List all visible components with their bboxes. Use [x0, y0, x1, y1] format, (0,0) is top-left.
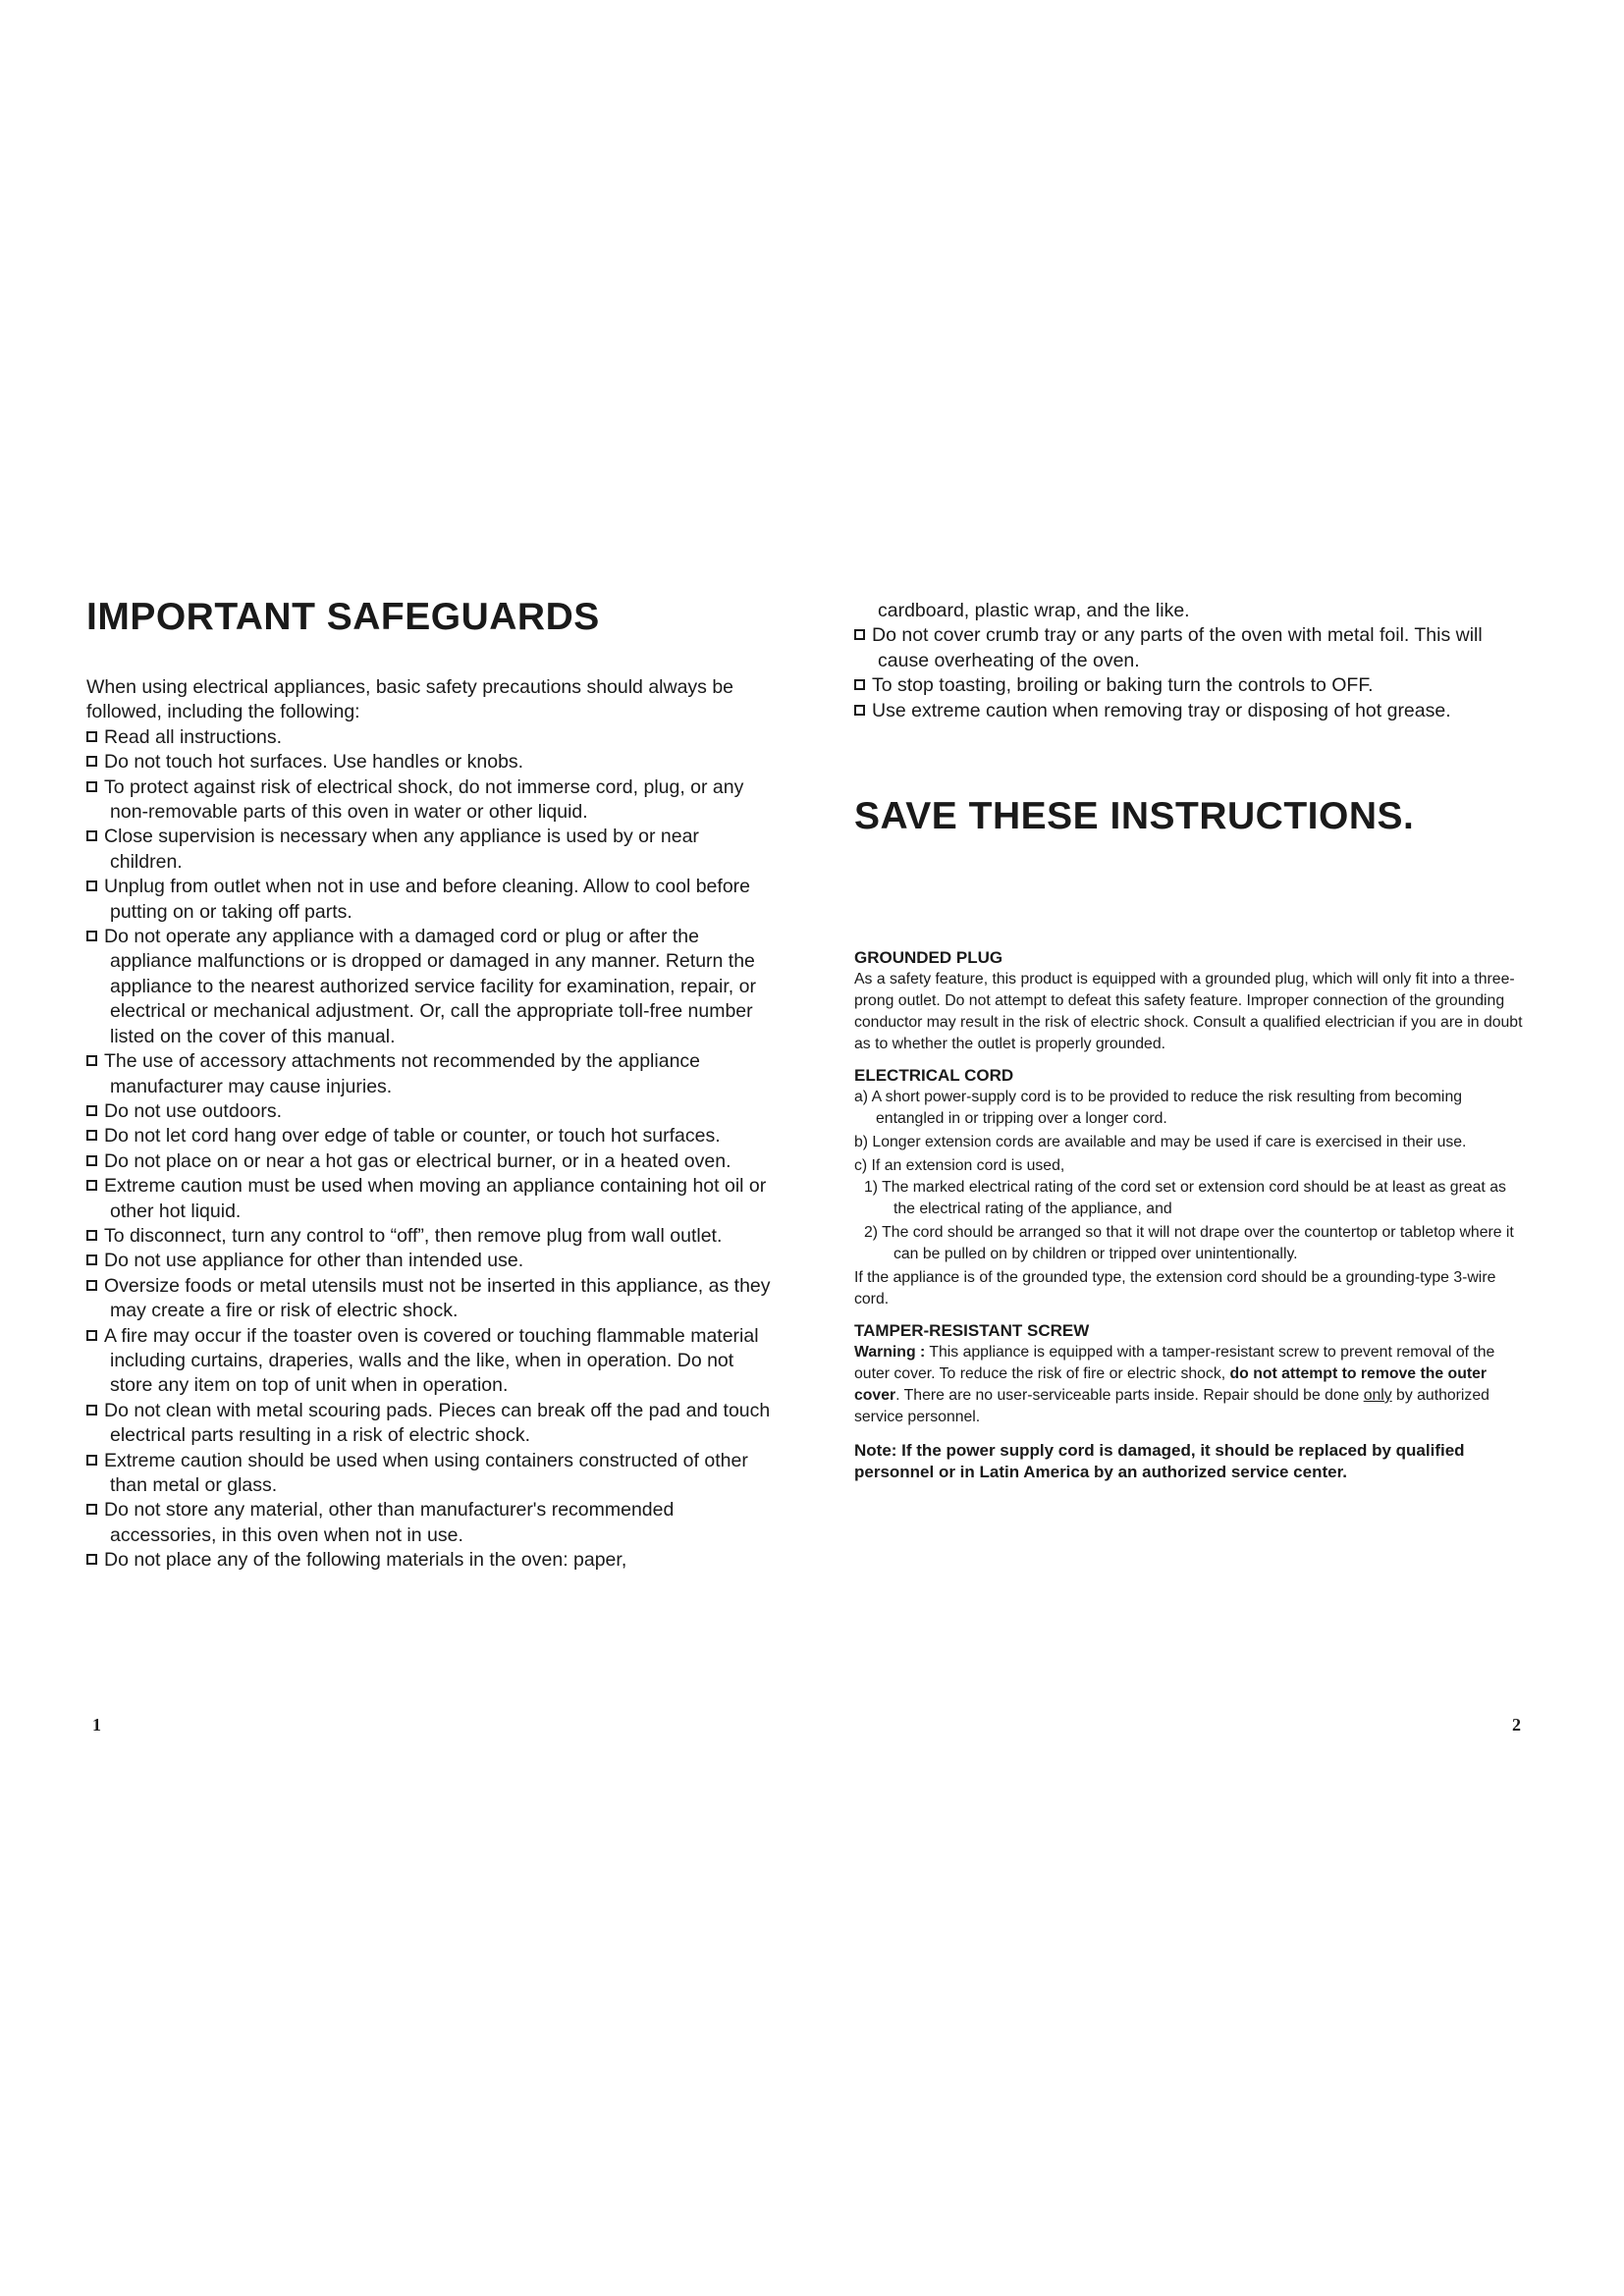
safeguards-list	[86, 725, 774, 1574]
checkbox-bullet-icon	[86, 1455, 97, 1466]
checkbox-bullet-icon	[86, 1130, 97, 1141]
checkbox-bullet-icon	[86, 1055, 97, 1066]
grounded-plug-title: GROUNDED PLUG	[854, 948, 1003, 968]
checkbox-bullet-icon	[86, 1405, 97, 1415]
warning-label: Warning :	[854, 1344, 926, 1362]
tamper-text-part1: This appliance is equipped with a tamper-resistant screw to prevent removal of the outer cover. To reduce the risk of fire or electric shock,	[854, 1344, 1495, 1383]
safeguards-list-continuation: cardboard, plastic wrap, and the like.	[878, 600, 1190, 621]
safeguard-item-text: Do not place any of the following materials in the oven: paper,	[104, 1549, 627, 1572]
safeguards-intro: When using electrical appliances, basic safety precautions should always be followed, including the following:	[86, 676, 734, 723]
safeguard-item-text: To protect against risk of electrical shock, do not immerse cord, plug, or any non-removable parts of this oven in water or other liquid.	[104, 775, 744, 824]
tamper-text-bold: do not attempt to remove the outer cover	[854, 1365, 1488, 1405]
tamper-section	[854, 1320, 1532, 1428]
checkbox-bullet-icon	[86, 1155, 97, 1166]
safeguard-item	[86, 1324, 774, 1399]
safeguard-item-text: The use of accessory attachments not recommended by the appliance manufacturer may cause injuries.	[104, 1050, 701, 1097]
checkbox-bullet-icon	[86, 1255, 97, 1265]
safeguard-item	[86, 1149, 774, 1174]
safeguard-item-text: Unplug from outlet when not in use and before cleaning. Allow to cool before putting on or taking off parts.	[104, 876, 751, 923]
safeguard-item-text: To disconnect, turn any control to “off”, then remove plug from wall outlet.	[104, 1224, 723, 1247]
safeguard-item-text: Extreme caution should be used when using containers constructed of other than metal or glass.	[104, 1449, 748, 1496]
checkbox-bullet-icon	[854, 629, 865, 640]
checkbox-bullet-icon	[86, 881, 97, 891]
safeguard-item-text: Do not cover crumb tray or any parts of the oven with metal foil. This will cause overheating of the oven.	[872, 624, 1483, 671]
page-number-left: 1	[92, 1715, 101, 1735]
safeguard-item	[86, 1124, 774, 1148]
electrical-cord-item-a: a) A short power-supply cord is to be provided to reduce the risk resulting from becoming entangled in or tripping over a longer cord.	[854, 1089, 1463, 1128]
safeguard-item-text: Do not store any material, other than manufacturer's recommended accessories, in this oven when not in use.	[104, 1499, 675, 1546]
electrical-cord-section	[854, 1065, 1532, 1310]
checkbox-bullet-icon	[86, 756, 97, 767]
checkbox-bullet-icon	[86, 731, 97, 742]
safeguard-item	[86, 1099, 774, 1124]
safeguard-item-text: Do not place on or near a hot gas or electrical burner, or in a heated oven.	[104, 1149, 731, 1172]
electrical-cord-item-c1: 1) The marked electrical rating of the cord set or extension cord should be at least as great as the electrical rating of the appliance, and	[864, 1179, 1506, 1218]
checkbox-bullet-icon	[854, 705, 865, 716]
grounded-type-text: If the appliance is of the grounded type, the extension cord should be a grounding-type 3-wire cord.	[854, 1269, 1496, 1308]
tamper-text-underline: only	[1363, 1387, 1392, 1405]
safeguard-item	[86, 1498, 774, 1548]
safeguard-item	[86, 1399, 774, 1449]
safeguard-item	[86, 1224, 774, 1249]
checkbox-bullet-icon	[86, 931, 97, 941]
checkbox-bullet-icon	[86, 781, 97, 792]
safeguard-item	[86, 1449, 774, 1499]
electrical-cord-item-c2: 2) The cord should be arranged so that it will not drape over the countertop or tabletop where it can be pulled on by children or tripped over unintentionally.	[864, 1224, 1514, 1263]
checkbox-bullet-icon	[854, 679, 865, 690]
safeguard-item-text: Use extreme caution when removing tray or disposing of hot grease.	[872, 699, 1451, 721]
safeguard-item	[86, 725, 774, 750]
safeguard-item-text: A fire may occur if the toaster oven is covered or touching flammable material including curtains, draperies, walls and the like, when in operation. Do not store any item on top of unit when in operation.	[104, 1324, 759, 1397]
left-page	[86, 593, 774, 1574]
checkbox-bullet-icon	[86, 1554, 97, 1565]
electrical-cord-item-b: b) Longer extension cords are available and may be used if care is exercised in their use.	[854, 1134, 1467, 1151]
grounded-plug-text: As a safety feature, this product is equipped with a grounded plug, which will only fit into a three-prong outlet. Do not attempt to defeat this safety feature. Improper connection of the grounding conductor may result in the risk of electric shock. Consult a qualified electrician if you are in doubt as to whether the outlet is properly grounded.	[854, 971, 1523, 1053]
checkbox-bullet-icon	[86, 830, 97, 841]
safeguard-item-text: Do not use appliance for other than intended use.	[104, 1250, 524, 1272]
safeguard-item-text: Read all instructions.	[104, 725, 283, 748]
safeguards-list-continued	[854, 623, 1532, 723]
safeguard-item	[86, 925, 774, 1049]
tamper-title: TAMPER-RESISTANT SCREW	[854, 1321, 1090, 1341]
safeguard-item	[854, 673, 1532, 698]
grounded-plug-section	[854, 947, 1532, 1055]
checkbox-bullet-icon	[86, 1504, 97, 1515]
electrical-cord-title: ELECTRICAL CORD	[854, 1066, 1014, 1086]
safeguard-item	[854, 623, 1532, 673]
tamper-text	[854, 1342, 1532, 1428]
safeguard-item	[86, 1274, 774, 1324]
safeguard-item	[86, 1174, 774, 1224]
safeguard-item-text: Extreme caution must be used when moving an appliance containing hot oil or other hot liquid.	[104, 1175, 767, 1222]
page-number-right: 2	[1512, 1715, 1521, 1735]
safeguard-item	[86, 1049, 774, 1099]
safeguard-item	[86, 825, 774, 875]
tamper-text-part3: by authorized service personnel.	[854, 1387, 1489, 1426]
safeguard-item-text: To stop toasting, broiling or baking turn the controls to OFF.	[872, 674, 1374, 697]
safeguard-item	[86, 1548, 774, 1573]
safeguard-item-text: Do not operate any appliance with a damaged cord or plug or after the appliance malfunctions or is dropped or damaged in any manner. Return the appliance to the nearest authorized service facility for examination, repair, or electrical or mechanical adjustment. Or, call the appropriate toll-free number listed on the cover of this manual.	[104, 926, 756, 1047]
safeguard-item	[86, 1249, 774, 1273]
right-page	[854, 599, 1532, 1500]
safeguard-item-text: Do not touch hot surfaces. Use handles or knobs.	[104, 751, 524, 774]
safeguard-item	[86, 875, 774, 925]
checkbox-bullet-icon	[86, 1330, 97, 1341]
safeguard-item-text: Do not let cord hang over edge of table or counter, or touch hot surfaces.	[104, 1125, 721, 1148]
safeguard-item-text: Do not use outdoors.	[104, 1099, 283, 1122]
safeguard-item	[854, 699, 1532, 723]
safeguard-item-text: Oversize foods or metal utensils must not be inserted in this appliance, as they may create a fire or risk of electric shock.	[104, 1274, 771, 1322]
save-instructions-title: SAVE THESE INSTRUCTIONS.	[854, 795, 1415, 838]
checkbox-bullet-icon	[86, 1105, 97, 1116]
electrical-cord-item-c: c) If an extension cord is used,	[854, 1157, 1065, 1175]
safeguard-item	[86, 775, 774, 826]
important-safeguards-title: IMPORTANT SAFEGUARDS	[86, 596, 600, 638]
checkbox-bullet-icon	[86, 1280, 97, 1291]
power-cord-note: Note: If the power supply cord is damaged, it should be replaced by qualified personnel or in Latin America by an authorized service center.	[854, 1441, 1465, 1482]
checkbox-bullet-icon	[86, 1230, 97, 1241]
safeguard-item	[86, 750, 774, 774]
checkbox-bullet-icon	[86, 1180, 97, 1191]
safeguard-item-text: Close supervision is necessary when any appliance is used by or near children.	[104, 826, 699, 873]
tamper-text-part2: . There are no user-serviceable parts inside. Repair should be done	[895, 1387, 1364, 1405]
safeguard-item-text: Do not clean with metal scouring pads. Pieces can break off the pad and touch electrical parts resulting in a risk of electric shock.	[104, 1399, 771, 1447]
